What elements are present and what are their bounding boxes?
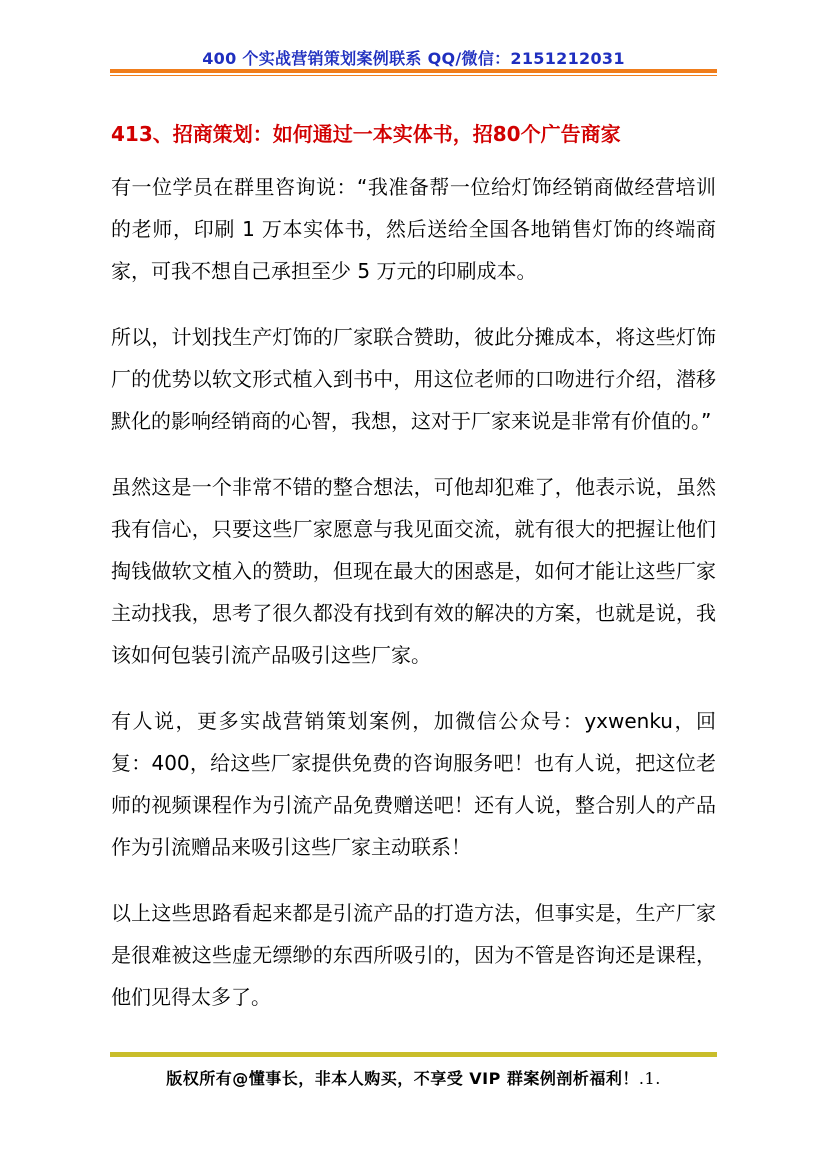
page-header: 400 个实战营销策划案例联系 QQ/微信：2151212031 (202, 49, 625, 68)
page-footer (0, 1066, 827, 1089)
article-body (111, 166, 716, 1042)
paragraph: 以上这些思路看起来都是引流产品的打造方法，但事实是，生产厂家是很难被这些虚无缥缈的东西所吸引的，因为不管是咨询还是课程，他们见得太多了。 (111, 901, 716, 1009)
paragraph: 有一位学员在群里咨询说：“我准备帮一位给灯饰经销商做经营培训的老师，印刷 1 万本实体书，然后送给全国各地销售灯饰的终端商家，可我不想自己承担至少 5 万元的印刷成本。 (111, 175, 716, 283)
paragraph: 所以，计划找生产灯饰的厂家联合赞助，彼此分摊成本，将这些灯饰厂的优势以软文形式植入到书中，用这位老师的口吻进行介绍，潜移默化的影响经销商的心智，我想，这对于厂家来说是非常有价值的。” (111, 325, 716, 433)
paragraph: 虽然这是一个非常不错的整合想法，可他却犯难了，他表示说，虽然我有信心，只要这些厂家愿意与我见面交流，就有很大的把握让他们掏钱做软文植入的赞助，但现在最大的困惑是，如何才能让这些厂家主动找我，思考了很久都没有找到有效的解决的方案，也就是说，我该如何包装引流产品吸引这些厂家。 (111, 475, 716, 667)
footer-divider (110, 1052, 717, 1057)
header-divider-thin (110, 75, 717, 76)
paragraph: 有人说，更多实战营销策划案例，加微信公众号：yxwenku，回复：400，给这些厂家提供免费的咨询服务吧！也有人说，把这位老师的视频课程作为引流产品免费赠送吧！还有人说，整合别人的产品作为引流赠品来吸引这些厂家主动联系！ (111, 709, 716, 859)
article-title: 413、招商策划：如何通过一本实体书，招80个广告商家 (111, 122, 621, 146)
header-divider (110, 69, 717, 73)
page-number: .1. (638, 1069, 661, 1088)
copyright-notice: 版权所有@懂事长，非本人购买，不享受 VIP 群案例剖析福利！ (166, 1069, 639, 1088)
